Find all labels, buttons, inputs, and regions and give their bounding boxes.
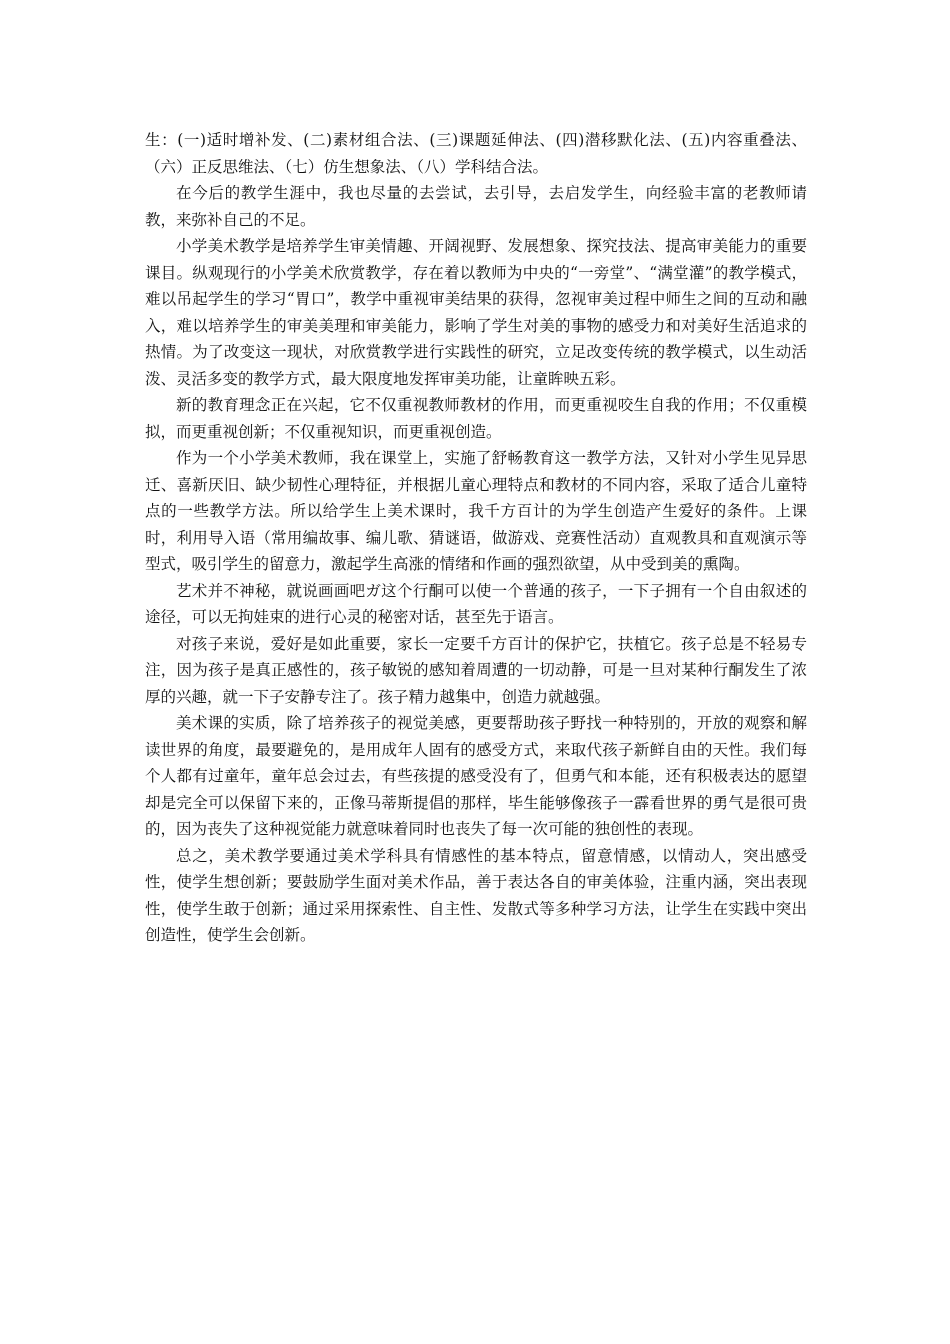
paragraph-4: 新的教育理念正在兴起，它不仅重视教师教材的作用，而更重视咬生自我的作用；不仅重模拟，而更重视创新；不仅重视知识，而更重视创造。 bbox=[145, 396, 807, 441]
paragraph-6: 艺术并不神秘，就说画画吧ガ这个行酮可以使一个普通的孩子，一下子拥有一个自由叙述的途径，可以无拘娃束的进行心灵的秘密对话，甚至先于语言。 bbox=[145, 581, 807, 626]
paragraph-5: 作为一个小学美术教师，我在课堂上，实施了舒畅教育这一教学方法，又针对小学生见异思迁、喜新厌旧、缺少韧性心理特征，并根据儿童心理特点和教材的不同内容，采取了适合儿童特点的一些教学方法。所以给学生上美术课时，我千方百计的为学生创造产生爱好的条件。上课时，利用导入语（常用编故事、编儿歌、猜谜语，做游戏、竞赛性活动）直观教具和直观演示等型式，吸引学生的留意力，激起学生高涨的情绪和作画的强烈欲望，从中受到美的熏陶。 bbox=[145, 449, 807, 573]
paragraph-3: 小学美术教学是培养学生审美情趣、开阔视野、发展想象、探究技法、提高审美能力的重要课目。纵观现行的小学美术欣赏教学，存在着以教师为中央的“一旁堂”、“满堂灌”的教学模式，难以吊起学生的学习“胃口”，教学中重视审美结果的获得，忽视审美过程中师生之间的互动和融入，难以培养学生的审美美理和审美能力，影响了学生对美的事物的感受力和对美好生活追求的热情。为了改变这一现状，对欣赏教学进行实践性的研究，立足改变传统的教学模式，以生动活泼、灵活多变的教学方式，最大限度地发挥审美功能，让童眸映五彩。 bbox=[145, 237, 807, 388]
document-body bbox=[145, 127, 807, 949]
paragraph-continuation: 生：(一)适时增补发、(二)素材组合法、(三)课题延伸法、(四)潜移默化法、(五)内容重叠法、（六）正反思维法、（七）仿生想象法、（八）学科结合法。 bbox=[145, 131, 807, 176]
paragraph-9: 总之，美术教学要通过美术学科具有情感性的基本特点，留意情感，以情动人，突出感受性，使学生想创新；要鼓励学生面对美术作品，善于表达各自的审美体验，注重内涵，突出表现性，使学生敢于创新；通过采用探索性、自主性、发散式等多种学习方法，让学生在实践中突出创造性，使学生会创新。 bbox=[145, 846, 807, 944]
paragraph-7: 对孩子来说，爱好是如此重要，家长一定要千方百计的保护它，扶植它。孩子总是不轻易专注，因为孩子是真正感性的，孩子敏锐的感知着周遭的一切动静，可是一旦对某种行酮发生了浓厚的兴趣，就一下子安静专注了。孩子精力越集中，创造力就越强。 bbox=[145, 634, 807, 706]
paragraph-2: 在今后的教学生涯中，我也尽量的去尝试，去引导，去启发学生，向经验丰富的老教师请教，来弥补自己的不足。 bbox=[145, 184, 807, 229]
paragraph-8: 美术课的实质，除了培养孩子的视觉美感，更要帮助孩子野找一种特别的，开放的观察和解读世界的角度，最要避免的，是用成年人固有的感受方式，来取代孩子新鲜自由的天性。我们每个人都有过童年，童年总会过去，有些孩提的感受没有了，但勇气和本能，还有积极表达的愿望却是完全可以保留下来的，正像马蒂斯提倡的那样，毕生能够像孩子一霹看世界的勇气是很可贵的，因为丧失了这种视觉能力就意味着同时也丧失了每一次可能的独创性的表现。 bbox=[145, 714, 807, 838]
